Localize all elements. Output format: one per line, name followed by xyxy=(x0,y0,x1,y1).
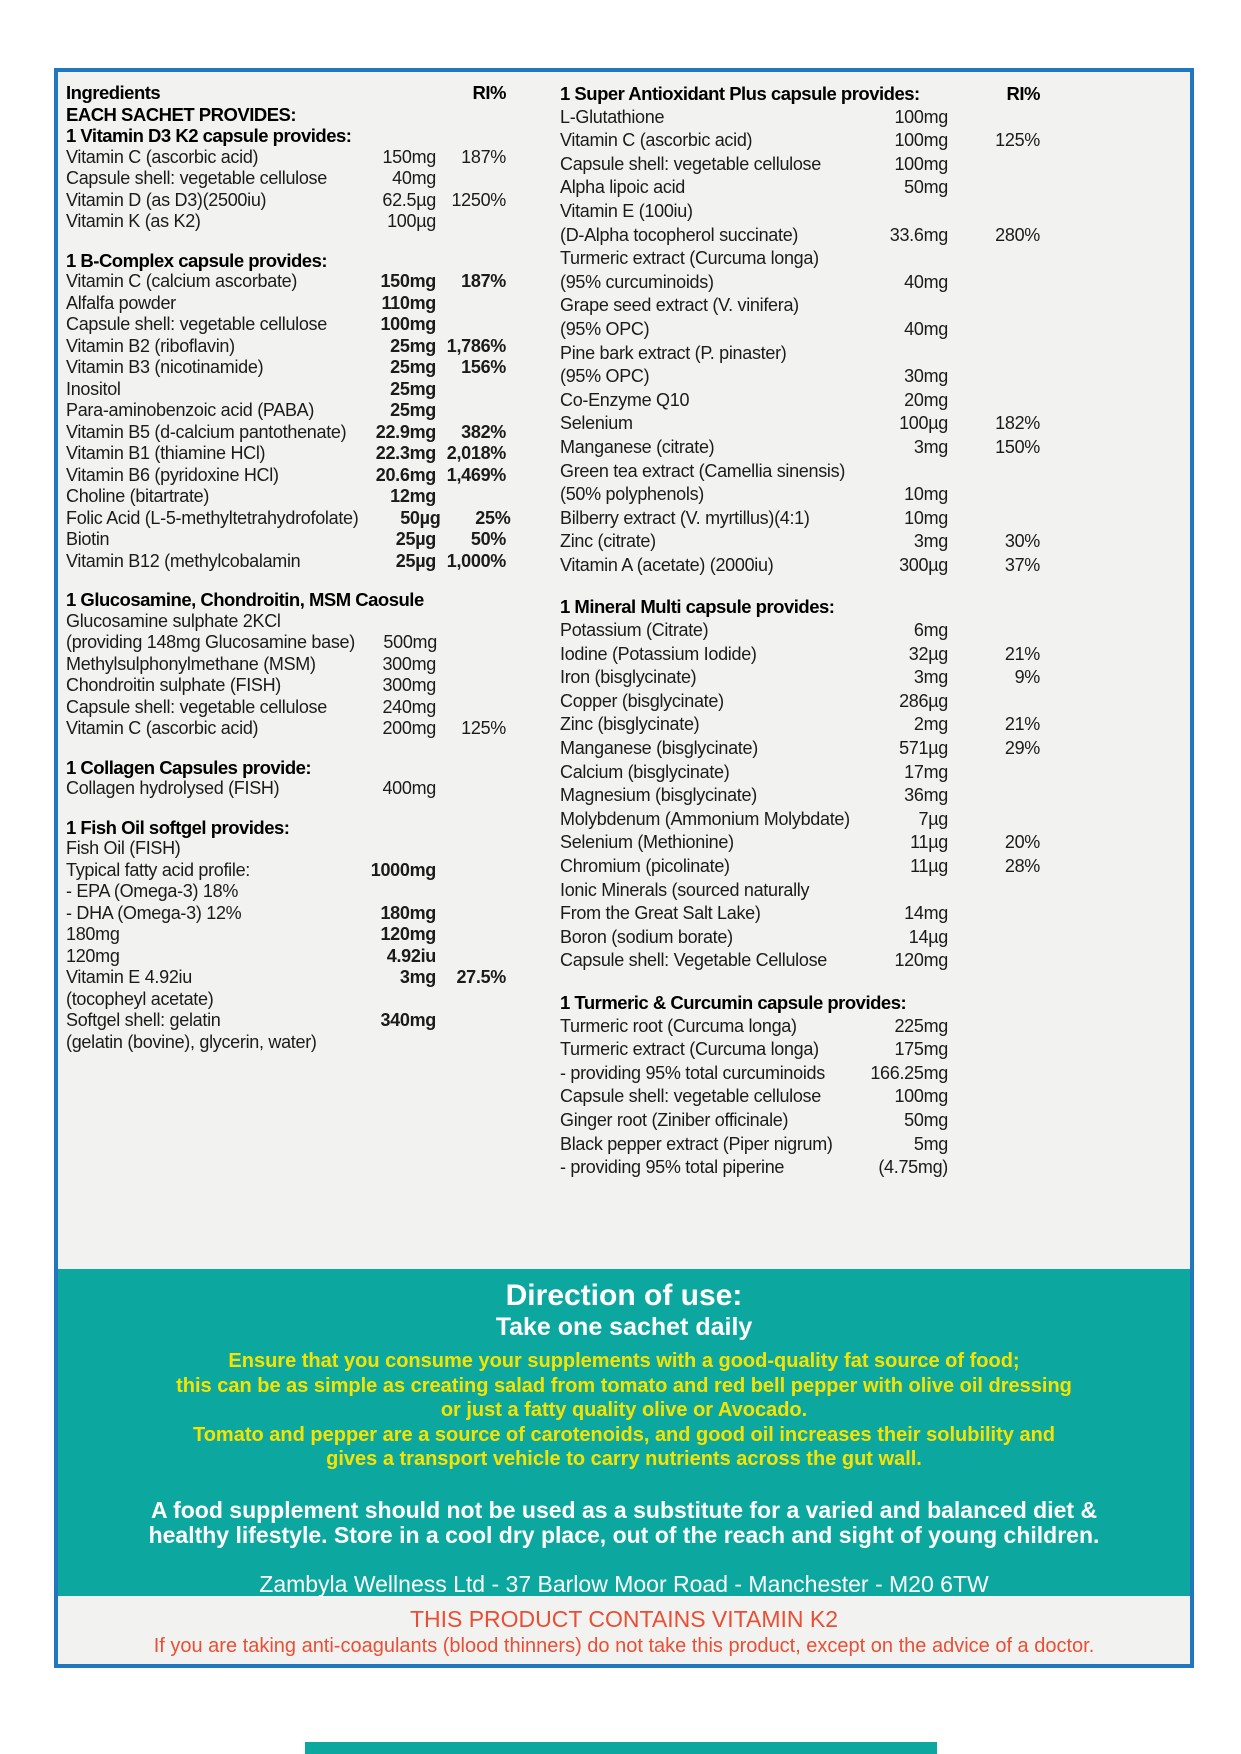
ri-column-header: RI% xyxy=(472,82,506,103)
ingredient-row xyxy=(66,675,506,697)
ingredient-name: Capsule shell: Vegetable Cellulose xyxy=(560,950,827,971)
ingredient-amount: 12mg xyxy=(390,486,436,506)
ingredient-row xyxy=(66,314,506,336)
ingredient-name: - providing 95% total piperine xyxy=(560,1157,785,1178)
ingredient-ri: 1,000% xyxy=(446,550,506,571)
section-title: 1 Collagen Capsules provide: xyxy=(66,756,312,778)
ingredient-amount: 180mg xyxy=(380,902,436,923)
ingredient-amount: 40mg xyxy=(904,318,948,339)
ingredient-name: Bilberry extract (V. myrtillus)(4:1) xyxy=(560,507,810,528)
ingredient-name: Pine bark extract (P. pinaster) xyxy=(560,342,787,363)
ingredient-row xyxy=(66,168,506,190)
ingredient-amount: 110mg xyxy=(381,292,436,313)
ingredient-row xyxy=(560,666,1040,690)
ingredient-amount: 300µg xyxy=(899,554,948,575)
ingredient-name: Chondroitin sulphate (FISH) xyxy=(66,675,282,695)
ingredient-amount: 286µg xyxy=(899,690,948,711)
directions-advice xyxy=(58,1349,1190,1472)
bottom-teal-bar xyxy=(305,1742,937,1754)
ingredient-row xyxy=(66,1010,506,1032)
ingredient-amount: 10mg xyxy=(904,484,948,505)
ingredient-ri: 27.5% xyxy=(456,967,506,987)
ingredient-name: Turmeric extract (Curcuma longa) xyxy=(560,1039,819,1060)
ingredient-row xyxy=(560,342,1040,366)
ingredient-amount: 50mg xyxy=(904,177,948,198)
section-title: 1 B-Complex capsule provides: xyxy=(66,249,328,271)
vitamin-k2-warning xyxy=(58,1596,1190,1664)
ingredient-ri: 150% xyxy=(995,436,1040,457)
ingredient-amount: 571µg xyxy=(899,738,948,759)
section-header-row xyxy=(66,104,506,126)
directions-title: Direction of use: xyxy=(505,1279,743,1312)
ingredient-row xyxy=(66,211,506,233)
ingredient-row xyxy=(66,967,506,989)
ingredient-row xyxy=(66,465,506,487)
ingredient-amount: 10mg xyxy=(904,507,948,528)
ingredient-ri: 50% xyxy=(470,529,506,549)
ingredient-amount: 17mg xyxy=(904,761,948,782)
ingredient-amount: 40mg xyxy=(392,168,436,188)
ingredient-amount: 25mg xyxy=(390,400,436,420)
ingredient-ri: 1250% xyxy=(451,189,506,210)
ingredient-amount: 14mg xyxy=(904,903,948,924)
ingredient-row xyxy=(66,654,506,676)
ingredient-name: (95% OPC) xyxy=(560,318,650,339)
ingredient-row xyxy=(66,611,506,633)
ingredient-row xyxy=(560,271,1040,295)
ingredient-row xyxy=(560,1038,1040,1062)
ingredient-row xyxy=(560,643,1040,667)
ingredient-name: Selenium (Methionine) xyxy=(560,832,734,853)
ingredient-name: Biotin xyxy=(66,529,110,549)
ingredient-amount: 3mg xyxy=(913,531,948,552)
ingredient-name: Vitamin C (calcium ascorbate) xyxy=(66,271,298,291)
warning-headline: THIS PRODUCT CONTAINS VITAMIN K2 xyxy=(409,1606,839,1632)
note-line: healthy lifestyle. Store in a cool dry place, out of the reach and sight of young children. xyxy=(148,1521,1100,1548)
section-header-row xyxy=(66,817,506,839)
ingredient-row xyxy=(66,190,506,212)
ingredient-name: Para-aminobenzoic acid (PABA) xyxy=(66,400,315,420)
ingredient-amount: 4.92iu xyxy=(386,945,436,966)
ri-column-header: RI% xyxy=(1006,83,1040,104)
ingredient-row xyxy=(66,778,506,800)
ingredient-name: Vitamin B5 (d-calcium pantothenate) xyxy=(66,421,347,442)
section-title: 1 Vitamin D3 K2 capsule provides: xyxy=(66,125,352,146)
ingredient-row xyxy=(66,860,506,882)
advice-line: Tomato and pepper are a source of carotenoids, and good oil increases their solubility and xyxy=(192,1423,1056,1446)
ingredient-amount: 100mg xyxy=(894,106,948,127)
ingredient-name: Fish Oil (FISH) xyxy=(66,838,181,858)
ingredient-amount: 400mg xyxy=(382,778,436,798)
ingredient-name: 120mg xyxy=(66,945,120,966)
ingredient-row xyxy=(560,129,1040,153)
ingredient-name: Boron (sodium borate) xyxy=(560,926,733,947)
warning-detail: If you are taking anti-coagulants (blood thinners) do not take this product, except on the advice of a doctor. xyxy=(153,1635,1095,1657)
ingredient-ri: 280% xyxy=(995,224,1040,245)
ingredient-row xyxy=(560,879,1040,903)
ingredient-row xyxy=(66,989,506,1011)
ingredient-row xyxy=(560,949,1040,973)
ingredient-name: Vitamin B3 (nicotinamide) xyxy=(66,357,264,377)
ingredient-ri: 20% xyxy=(1004,832,1040,853)
ingredient-amount: 240mg xyxy=(382,696,436,717)
ingredients-column-left xyxy=(66,82,511,1180)
ingredient-amount: 150mg xyxy=(382,146,436,167)
ingredient-amount: 225mg xyxy=(894,1015,948,1036)
ingredient-amount: 150mg xyxy=(380,271,436,291)
ingredient-row xyxy=(560,294,1040,318)
ingredient-amount: 7µg xyxy=(918,808,948,829)
ingredient-amount: 40mg xyxy=(904,271,948,292)
ingredient-ri: 2,018% xyxy=(446,443,506,463)
ingredient-name: Typical fatty acid profile: xyxy=(66,859,250,880)
ingredient-row xyxy=(560,1085,1040,1109)
directions-subtitle: Take one sachet daily xyxy=(495,1313,753,1341)
ingredient-amount: 6mg xyxy=(913,620,948,641)
ingredient-amount: 25µg xyxy=(395,550,436,571)
ingredient-name: (95% curcuminoids) xyxy=(560,271,714,292)
ingredient-amount: 100µg xyxy=(387,211,436,231)
ingredient-row xyxy=(560,530,1040,554)
ingredient-row xyxy=(560,1062,1040,1086)
ingredient-name: (tocopheyl acetate) xyxy=(66,988,214,1009)
ingredient-ri: 187% xyxy=(461,271,506,291)
section-title: 1 Turmeric & Curcumin capsule provides: xyxy=(560,991,907,1013)
ingredient-name: (50% polyphenols) xyxy=(560,484,704,505)
ingredient-row xyxy=(560,436,1040,460)
ingredient-amount: 100mg xyxy=(894,130,948,151)
ingredient-name: (gelatin (bovine), glycerin, water) xyxy=(66,1031,317,1052)
ingredient-name: Vitamin B6 (pyridoxine HCl) xyxy=(66,464,279,485)
ingredient-row xyxy=(560,855,1040,879)
ingredient-row xyxy=(66,486,506,508)
section-header-row xyxy=(66,757,506,779)
ingredient-name: Vitamin C (ascorbic acid) xyxy=(560,130,753,151)
ingredient-name: Vitamin B12 (methylcobalamin xyxy=(66,550,301,571)
ingredient-row xyxy=(66,400,506,422)
ingredient-amount: 120mg xyxy=(380,924,436,944)
ingredient-row xyxy=(66,336,506,358)
ingredient-row xyxy=(560,713,1040,737)
ingredients-column-right xyxy=(560,82,1040,1180)
ingredient-ri: 1,469% xyxy=(446,464,506,485)
section-title: EACH SACHET PROVIDES: xyxy=(66,103,297,125)
section-header-row xyxy=(560,991,1040,1015)
ingredient-name: Black pepper extract (Piper nigrum) xyxy=(560,1133,833,1154)
ingredient-row xyxy=(66,697,506,719)
ingredient-ri: 21% xyxy=(1004,714,1040,735)
ingredient-ri: 125% xyxy=(995,130,1040,151)
ingredient-row xyxy=(66,293,506,315)
ingredient-row xyxy=(560,1109,1040,1133)
ingredient-name: Choline (bitartrate) xyxy=(66,486,210,506)
ingredient-name: Ginger root (Ziniber officinale) xyxy=(560,1109,789,1130)
ingredient-name: Selenium xyxy=(560,413,633,434)
ingredient-amount: 30mg xyxy=(904,366,948,387)
ingredient-name: Vitamin B1 (thiamine HCl) xyxy=(66,443,266,463)
ingredient-name: Turmeric extract (Curcuma longa) xyxy=(560,248,819,269)
ingredient-row xyxy=(66,903,506,925)
directions-section xyxy=(58,1269,1190,1596)
ingredient-amount: 100mg xyxy=(894,1086,948,1107)
ingredient-row xyxy=(560,247,1040,271)
ingredient-amount: 100µg xyxy=(899,413,948,434)
section-header-row xyxy=(66,125,506,147)
ingredient-row xyxy=(66,946,506,968)
section-title: 1 Fish Oil softgel provides: xyxy=(66,816,290,838)
ingredient-row xyxy=(66,357,506,379)
ingredient-amount: 25mg xyxy=(390,335,436,356)
ingredient-amount: 300mg xyxy=(382,675,436,695)
ingredient-row xyxy=(560,389,1040,413)
ingredient-row xyxy=(560,1133,1040,1157)
ingredient-name: - providing 95% total curcuminoids xyxy=(560,1062,825,1083)
ingredient-name: Capsule shell: vegetable cellulose xyxy=(560,153,821,174)
ingredient-row xyxy=(560,690,1040,714)
ingredient-name: From the Great Salt Lake) xyxy=(560,903,761,924)
ingredient-ri: 21% xyxy=(1004,643,1040,664)
ingredient-amount: 25mg xyxy=(390,357,436,377)
section-header-row xyxy=(66,82,506,104)
ingredient-amount: 20mg xyxy=(904,389,948,410)
ingredient-row xyxy=(560,106,1040,130)
ingredient-row xyxy=(560,200,1040,224)
ingredient-row xyxy=(560,224,1040,248)
ingredient-name: Capsule shell: vegetable cellulose xyxy=(66,696,327,717)
ingredient-name: Inositol xyxy=(66,378,121,399)
ingredient-name: Calcium (bisglycinate) xyxy=(560,761,730,782)
ingredient-row xyxy=(66,271,506,293)
spacer-row xyxy=(560,577,1040,595)
ingredient-name: Softgel shell: gelatin xyxy=(66,1010,221,1030)
ingredient-name: Vitamin A (acetate) (2000iu) xyxy=(560,554,774,575)
ingredient-row xyxy=(66,147,506,169)
ingredient-name: L-Glutathione xyxy=(560,106,665,127)
ingredient-amount: 20.6mg xyxy=(375,464,436,485)
ingredient-name: Methylsulphonylmethane (MSM) xyxy=(66,653,316,674)
ingredient-row xyxy=(560,831,1040,855)
supplement-note xyxy=(58,1498,1190,1548)
ingredient-name: (95% OPC) xyxy=(560,366,650,387)
ingredient-row xyxy=(560,1015,1040,1039)
ingredient-name: Capsule shell: vegetable cellulose xyxy=(560,1086,821,1107)
section-title: 1 Mineral Multi capsule provides: xyxy=(560,596,835,618)
ingredient-amount: 166.25mg xyxy=(870,1062,948,1083)
ingredient-ri: 37% xyxy=(1004,554,1040,575)
ingredient-row xyxy=(560,412,1040,436)
ingredient-row xyxy=(560,926,1040,950)
ingredient-amount: 2mg xyxy=(913,714,948,735)
ingredient-row xyxy=(66,718,506,740)
ingredient-row xyxy=(560,554,1040,578)
ingredient-amount: 175mg xyxy=(894,1039,948,1060)
ingredient-row xyxy=(66,1032,506,1054)
ingredient-row xyxy=(66,632,506,654)
spacer-row xyxy=(66,233,506,250)
ingredient-amount: 25mg xyxy=(390,378,436,399)
ingredient-name: Folic Acid (L-5-methyltetrahydrofolate) xyxy=(66,507,359,528)
ingredient-name: 180mg xyxy=(66,924,120,944)
ingredient-ri: 28% xyxy=(1004,856,1040,876)
ingredient-name: Magnesium (bisglycinate) xyxy=(560,785,757,806)
ingredient-name: - EPA (Omega-3) 18% xyxy=(66,881,239,901)
ingredient-row xyxy=(560,761,1040,785)
ingredient-name: Manganese (citrate) xyxy=(560,436,715,457)
ingredient-amount: (4.75mg) xyxy=(878,1157,948,1178)
ingredient-name: - DHA (Omega-3) 12% xyxy=(66,902,242,923)
section-header-row xyxy=(66,589,506,611)
section-header-row xyxy=(66,250,506,272)
ingredient-ri: 30% xyxy=(1004,531,1040,552)
ingredient-row xyxy=(66,529,506,551)
ingredient-amount: 33.6mg xyxy=(889,224,948,245)
section-title: Ingredients xyxy=(66,82,161,103)
ingredient-ri: 25% xyxy=(475,507,511,528)
ingredient-amount: 300mg xyxy=(382,653,436,674)
ingredient-amount: 3mg xyxy=(399,967,436,987)
ingredient-ri: 187% xyxy=(461,146,506,167)
ingredients-table xyxy=(58,72,1190,1180)
ingredient-row xyxy=(560,318,1040,342)
ingredient-name: Vitamin E (100iu) xyxy=(560,200,693,221)
ingredient-amount: 100mg xyxy=(380,314,436,334)
ingredient-row xyxy=(560,176,1040,200)
ingredient-amount: 3mg xyxy=(913,667,948,688)
ingredient-amount: 62.5µg xyxy=(382,189,436,210)
advice-line: Ensure that you consume your supplements with a good-quality fat source of food; xyxy=(228,1350,1020,1372)
ingredient-amount: 5mg xyxy=(913,1133,948,1154)
ingredient-name: Capsule shell: vegetable cellulose xyxy=(66,314,327,334)
ingredient-amount: 22.3mg xyxy=(375,443,436,463)
ingredient-row xyxy=(66,422,506,444)
ingredient-row xyxy=(560,902,1040,926)
ingredient-row xyxy=(66,838,506,860)
ingredient-row xyxy=(66,379,506,401)
ingredient-name: Alfalfa powder xyxy=(66,292,176,313)
ingredient-amount: 50µg xyxy=(400,507,441,528)
ingredient-amount: 11µg xyxy=(910,832,948,853)
ingredient-amount: 32µg xyxy=(908,643,948,664)
ingredient-amount: 25µg xyxy=(395,529,436,549)
advice-line: or just a fatty quality olive or Avocado. xyxy=(440,1399,808,1421)
ingredient-name: Alpha lipoic acid xyxy=(560,177,685,198)
ingredient-amount: 3mg xyxy=(913,436,948,457)
company-address: Zambyla Wellness Ltd - 37 Barlow Moor Road - Manchester - M20 6TW xyxy=(259,1570,989,1597)
ingredient-name: Green tea extract (Camellia sinensis) xyxy=(560,460,846,481)
spacer-row xyxy=(560,973,1040,991)
spacer-row xyxy=(66,572,506,589)
section-title: 1 Glucosamine, Chondroitin, MSM Caosule xyxy=(66,589,424,610)
ingredient-row xyxy=(560,808,1040,832)
section-header-row xyxy=(560,82,1040,106)
ingredient-name: Vitamin C (ascorbic acid) xyxy=(66,146,259,167)
ingredient-amount: 14µg xyxy=(908,926,948,947)
ingredient-name: Grape seed extract (V. vinifera) xyxy=(560,295,799,316)
ingredient-row xyxy=(66,443,506,465)
ingredient-row xyxy=(560,483,1040,507)
note-line: A food supplement should not be used as a substitute for a varied and balanced diet & xyxy=(150,1496,1098,1523)
ingredient-row xyxy=(560,737,1040,761)
ingredient-name: Vitamin K (as K2) xyxy=(66,211,201,231)
ingredient-ri: 156% xyxy=(461,357,506,377)
ingredient-name: Co-Enzyme Q10 xyxy=(560,389,690,410)
ingredient-name: Vitamin D (as D3)(2500iu) xyxy=(66,189,267,210)
section-header-row xyxy=(560,595,1040,619)
ingredient-name: Zinc (bisglycinate) xyxy=(560,714,700,735)
advice-line: this can be as simple as creating salad from tomato and red bell pepper with olive oil dressing xyxy=(176,1374,1072,1397)
ingredient-amount: 100mg xyxy=(894,153,948,174)
ingredient-row xyxy=(560,365,1040,389)
ingredient-ri: 9% xyxy=(1014,667,1040,688)
ingredient-amount: 1000mg xyxy=(370,859,436,880)
ingredient-row xyxy=(560,784,1040,808)
ingredient-name: Turmeric root (Curcuma longa) xyxy=(560,1015,797,1036)
section-title: 1 Super Antioxidant Plus capsule provides: xyxy=(560,83,920,104)
ingredient-amount: 500mg xyxy=(383,632,437,652)
ingredient-name: Chromium (picolinate) xyxy=(560,856,730,876)
ingredient-name: Ionic Minerals (sourced naturally xyxy=(560,879,810,900)
ingredient-row xyxy=(560,460,1040,484)
ingredients-panel xyxy=(54,68,1194,1668)
ingredient-name: Copper (bisglycinate) xyxy=(560,690,724,711)
ingredient-name: (D-Alpha tocopherol succinate) xyxy=(560,224,799,245)
ingredient-amount: 120mg xyxy=(894,950,948,971)
ingredient-amount: 22.9mg xyxy=(375,421,436,442)
ingredient-name: Vitamin C (ascorbic acid) xyxy=(66,718,259,738)
ingredient-ri: 1,786% xyxy=(446,335,506,356)
ingredient-name: Capsule shell: vegetable cellulose xyxy=(66,168,327,188)
ingredient-ri: 382% xyxy=(461,421,506,442)
ingredient-name: Manganese (bisglycinate) xyxy=(560,738,758,759)
ingredient-name: Molybdenum (Ammonium Molybdate) xyxy=(560,808,850,829)
spacer-row xyxy=(66,740,506,757)
ingredient-name: Vitamin B2 (riboflavin) xyxy=(66,335,235,356)
ingredient-name: Zinc (citrate) xyxy=(560,531,656,552)
ingredient-row xyxy=(560,1156,1040,1180)
ingredient-name: Vitamin E 4.92iu xyxy=(66,967,192,987)
spacer-row xyxy=(66,800,506,817)
ingredient-ri: 125% xyxy=(461,718,506,738)
advice-line: gives a transport vehicle to carry nutrients across the gut wall. xyxy=(326,1448,922,1470)
ingredient-name: Iodine (Potassium Iodide) xyxy=(560,643,757,664)
ingredient-row xyxy=(66,924,506,946)
ingredient-amount: 340mg xyxy=(380,1010,436,1030)
ingredient-row xyxy=(560,507,1040,531)
ingredient-row xyxy=(66,881,506,903)
ingredient-ri: 29% xyxy=(1004,738,1040,759)
ingredient-row xyxy=(66,507,511,530)
ingredient-name: Iron (bisglycinate) xyxy=(560,667,697,688)
ingredient-amount: 36mg xyxy=(904,785,948,806)
ingredient-amount: 200mg xyxy=(382,718,436,738)
ingredient-row xyxy=(66,551,506,573)
ingredient-amount: 11µg xyxy=(910,856,948,876)
ingredient-row xyxy=(560,619,1040,643)
ingredient-name: Collagen hydrolysed (FISH) xyxy=(66,778,280,798)
ingredient-row xyxy=(560,153,1040,177)
ingredient-name: (providing 148mg Glucosamine base) xyxy=(66,632,355,652)
ingredient-amount: 50mg xyxy=(904,1109,948,1130)
ingredient-name: Potassium (Citrate) xyxy=(560,620,709,641)
ingredient-name: Glucosamine sulphate 2KCl xyxy=(66,610,281,631)
ingredient-ri: 182% xyxy=(995,413,1040,434)
